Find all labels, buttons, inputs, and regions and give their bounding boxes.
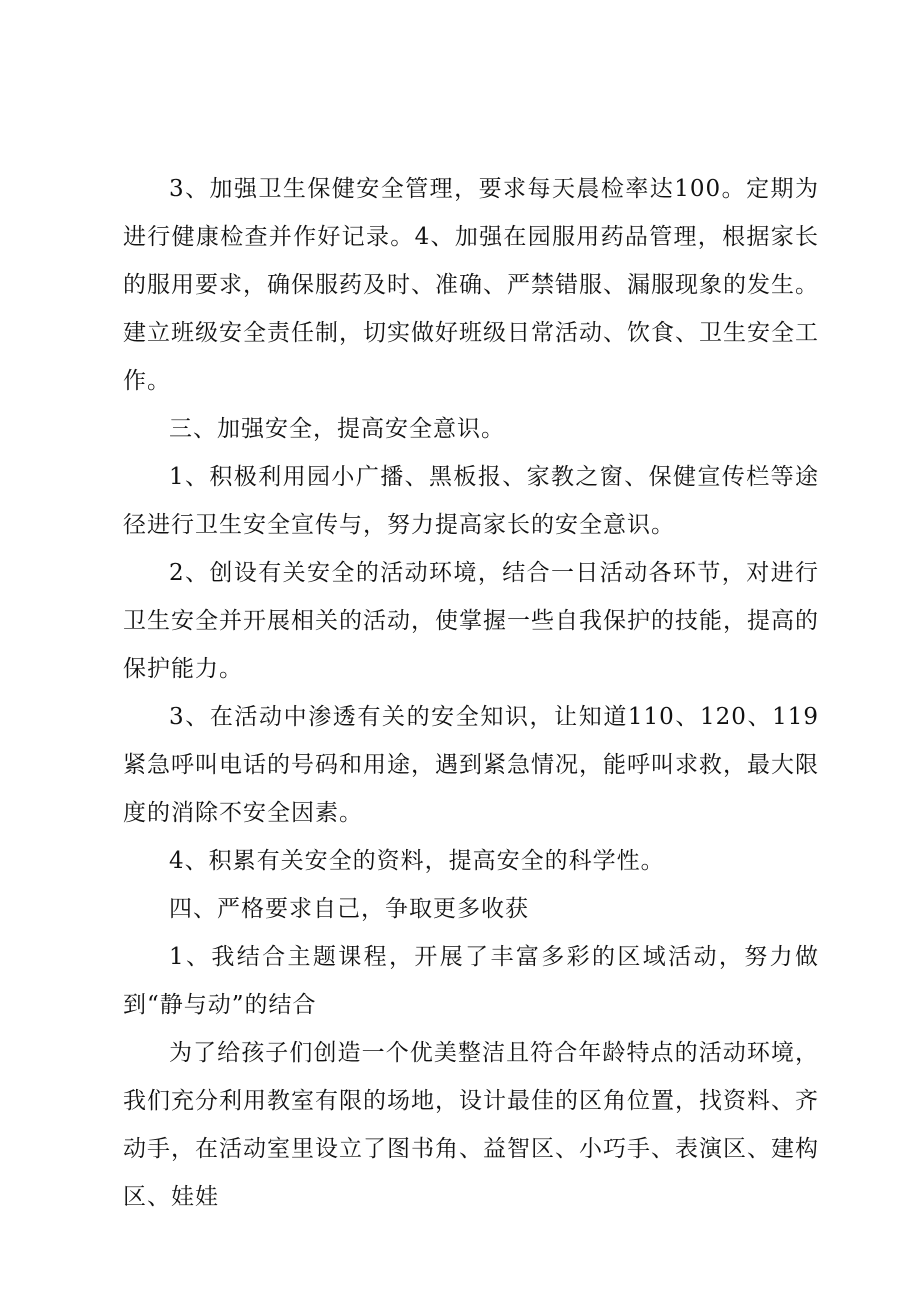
document-body <box>123 165 819 1221</box>
section-heading-safety-awareness: 三、加强安全，提高安全意识。 <box>169 416 505 442</box>
paragraph-safety-environment: 2、创设有关安全的活动环境，结合一日活动各环节，对进行卫生安全并开展相关的活动，使掌握一些自我保护的技能，提高的保护能力。 <box>123 560 819 682</box>
paragraph-area-activities: 1、我结合主题课程，开展了丰富多彩的区域活动，努力做到“静与动”的结合 <box>123 944 819 1018</box>
paragraph-safety-publicity: 1、积极利用园小广播、黑板报、家教之窗、保健宣传栏等途径进行卫生安全宣传与，努力提高家长的安全意识。 <box>123 464 819 538</box>
paragraph-activity-environment: 为了给孩子们创造一个优美整洁且符合年龄特点的活动环境，我们充分利用教室有限的场地，设计最佳的区角位置，找资料、齐动手，在活动室里设立了图书角、益智区、小巧手、表演区、建构区、娃娃 <box>123 1040 819 1210</box>
paragraph-health-management: 3、加强卫生保健安全管理，要求每天晨检率达100。定期为进行健康检查并作好记录。4、加强在园服用药品管理，根据家长的服用要求，确保服药及时、准确、严禁错服、漏服现象的发生。建立班级安全责任制，切实做好班级日常活动、饮食、卫生安全工作。 <box>123 176 819 394</box>
paragraph-safety-materials: 4、积累有关安全的资料，提高安全的科学性。 <box>169 848 665 874</box>
section-heading-strict-requirements: 四、严格要求自己，争取更多收获 <box>169 896 529 922</box>
paragraph-emergency-knowledge: 3、在活动中渗透有关的安全知识，让知道110、120、119紧急呼叫电话的号码和用途，遇到紧急情况，能呼叫求救，最大限度的消除不安全因素。 <box>123 704 819 826</box>
